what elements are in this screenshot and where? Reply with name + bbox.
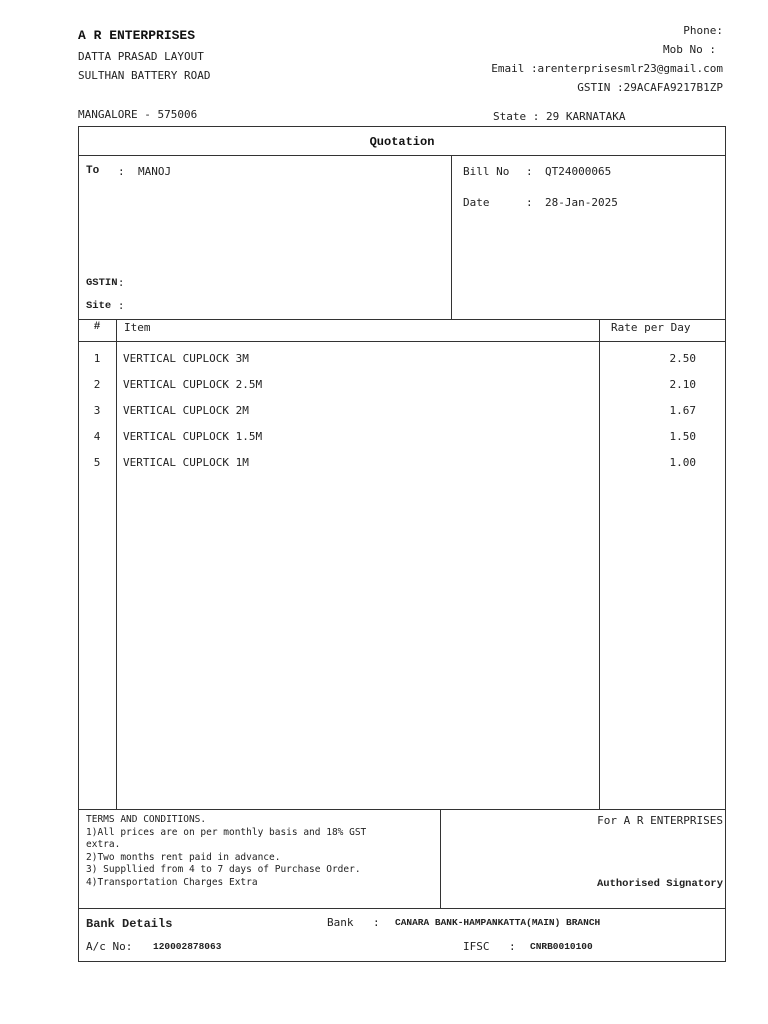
bank-separator: : xyxy=(373,916,380,929)
row-item: VERTICAL CUPLOCK 1M xyxy=(123,456,249,469)
row-number: 5 xyxy=(93,456,101,469)
row-number: 2 xyxy=(93,378,101,391)
row-rate: 1.00 xyxy=(669,456,696,469)
to-value: MANOJ xyxy=(138,165,172,178)
company-gstin: GSTIN :29ACAFA9217B1ZP xyxy=(577,81,723,94)
company-address-line1: DATTA PRASAD LAYOUT xyxy=(78,50,204,63)
ifsc-label: IFSC xyxy=(463,940,490,953)
table-row xyxy=(78,352,726,378)
bill-date-value: 28-Jan-2025 xyxy=(545,196,618,209)
terms-line: 3) Suppllied from 4 to 7 days of Purchase Order. xyxy=(86,864,361,875)
table-row xyxy=(78,430,726,456)
customer-gstin-separator: : xyxy=(118,277,125,289)
customer-bill-divider xyxy=(451,155,452,319)
account-number-label: A/c No: xyxy=(86,940,133,953)
table-row xyxy=(78,404,726,430)
company-phone: Phone: xyxy=(683,24,723,37)
title-divider xyxy=(78,155,726,156)
row-rate: 1.50 xyxy=(669,430,696,443)
signature-for-company: For A R ENTERPRISES xyxy=(597,814,723,827)
row-rate: 2.10 xyxy=(669,378,696,391)
terms-line: 1)All prices are on per monthly basis and 18% GST xyxy=(86,826,367,838)
terms-signature-divider xyxy=(440,809,441,908)
bank-details-heading: Bank Details xyxy=(86,917,173,931)
terms-heading: TERMS AND CONDITIONS. xyxy=(86,814,207,825)
terms-and-conditions xyxy=(86,814,431,889)
row-item: VERTICAL CUPLOCK 2M xyxy=(123,404,249,417)
row-number: 1 xyxy=(93,352,101,365)
company-mob: Mob No : xyxy=(663,43,716,56)
row-item: VERTICAL CUPLOCK 1.5M xyxy=(123,430,263,443)
terms-line: extra. xyxy=(86,839,121,850)
table-header-num: # xyxy=(93,321,101,333)
ifsc-separator: : xyxy=(509,940,516,953)
row-item: VERTICAL CUPLOCK 2.5M xyxy=(123,378,263,391)
company-city-line: MANGALORE - 575006 xyxy=(78,108,198,121)
to-label: To xyxy=(86,165,100,177)
table-header-item: Item xyxy=(124,321,151,334)
bill-no-label: Bill No xyxy=(463,165,510,178)
bill-date-label: Date xyxy=(463,196,490,209)
authorised-signatory: Authorised Signatory xyxy=(596,878,723,890)
terms-top-border xyxy=(78,809,726,810)
ifsc-value: CNRB0010100 xyxy=(530,941,593,952)
row-number: 3 xyxy=(93,404,101,417)
table-top-border xyxy=(78,319,726,320)
account-number-value: 120002878063 xyxy=(153,941,222,952)
to-separator: : xyxy=(118,165,125,178)
terms-line: 4)Transportation Charges Extra xyxy=(86,876,258,888)
bill-no-value: QT24000065 xyxy=(545,165,612,178)
terms-line: 2)Two months rent paid in advance. xyxy=(86,851,281,863)
customer-gstin-label: GSTIN xyxy=(86,277,118,289)
company-state: State : 29 KARNATAKA xyxy=(493,110,626,123)
bill-date-separator: : xyxy=(526,196,533,209)
table-header-rate: Rate per Day xyxy=(611,321,691,334)
company-email: Email :arenterprisesmlr23@gmail.com xyxy=(491,62,723,75)
row-rate: 1.67 xyxy=(669,404,696,417)
table-row xyxy=(78,456,726,482)
row-rate: 2.50 xyxy=(669,352,696,365)
company-address-line2: SULTHAN BATTERY ROAD xyxy=(78,69,211,82)
bank-name: CANARA BANK-HAMPANKATTA(MAIN) BRANCH xyxy=(395,917,601,928)
table-row xyxy=(78,378,726,404)
site-separator: : xyxy=(118,300,125,312)
bank-label: Bank xyxy=(327,916,354,929)
row-number: 4 xyxy=(93,430,101,443)
site-label: Site xyxy=(86,300,112,312)
company-name: A R ENTERPRISES xyxy=(78,28,196,43)
bill-no-separator: : xyxy=(526,165,533,178)
table-header-border xyxy=(78,341,726,342)
row-item: VERTICAL CUPLOCK 3M xyxy=(123,352,249,365)
bank-top-border xyxy=(78,908,726,909)
document-title: Quotation xyxy=(369,135,435,149)
